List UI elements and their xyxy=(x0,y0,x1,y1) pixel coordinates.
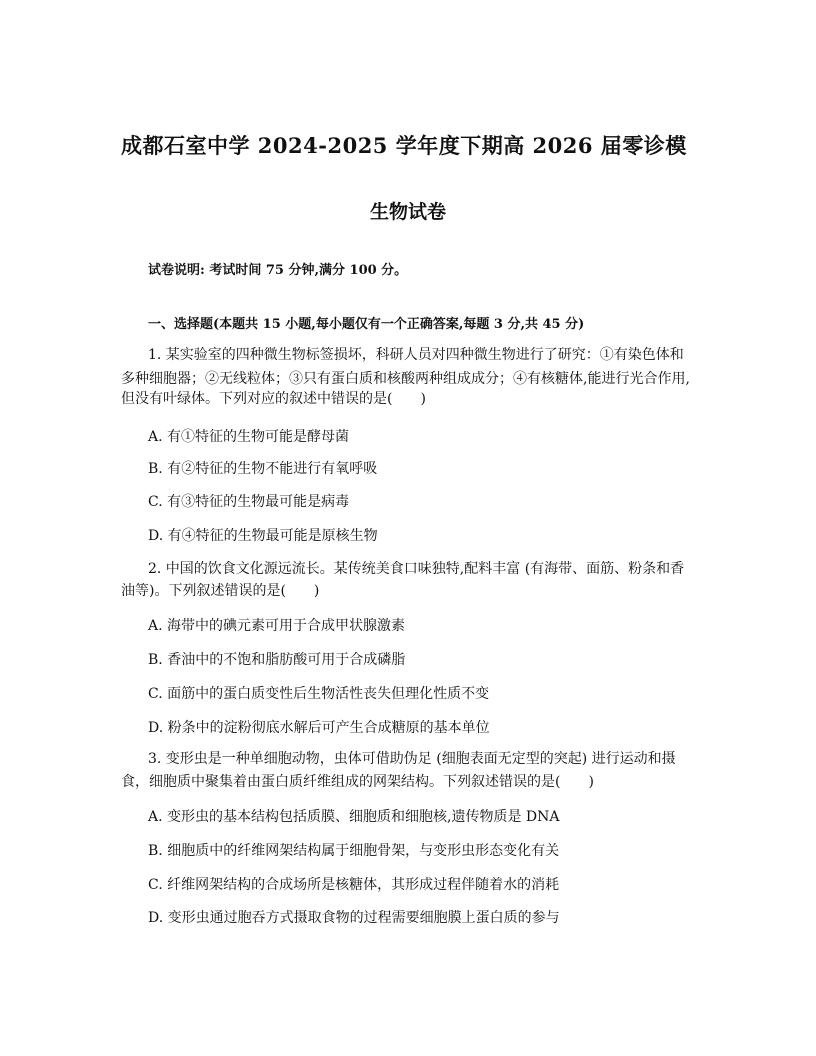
question-1-option-d: D. 有④特征的生物最可能是原核生物 xyxy=(148,528,378,544)
question-3-line-2: 食，细胞质中聚集着由蛋白质纤维组成的网架结构。下列叙述错误的是( ) xyxy=(121,774,594,790)
section-heading: 一、选择题(本题共 15 小题,每小题仅有一个正确答案,每题 3 分,共 45 分) xyxy=(148,317,585,332)
question-1-option-c: C. 有③特征的生物最可能是病毒 xyxy=(148,494,350,510)
question-1-line-3: 但没有叶绿体。下列对应的叙述中错误的是( ) xyxy=(121,391,426,407)
question-3-option-a: A. 变形虫的基本结构包括质膜、细胞质和细胞核,遗传物质是 DNA xyxy=(148,809,560,825)
question-2-option-b: B. 香油中的不饱和脂肪酸可用于合成磷脂 xyxy=(148,652,406,668)
question-3-option-c: C. 纤维网架结构的合成场所是核糖体，其形成过程伴随着水的消耗 xyxy=(148,877,560,893)
question-2-option-a: A. 海带中的碘元素可用于合成甲状腺激素 xyxy=(148,618,406,634)
question-3-line-1: 3. 变形虫是一种单细胞动物，虫体可借助伪足 (细胞表面无定型的突起) 进行运动和摄 xyxy=(148,751,676,767)
question-1-option-b: B. 有②特征的生物不能进行有氧呼吸 xyxy=(148,461,378,477)
question-2-option-d: D. 粉条中的淀粉彻底水解后可产生合成糖原的基本单位 xyxy=(148,720,490,736)
question-1-line-1: 1. 某实验室的四种微生物标签损坏，科研人员对四种微生物进行了研究：①有染色体和 xyxy=(148,347,684,363)
question-2-line-1: 2. 中国的饮食文化源远流长。某传统美食口味独特,配料丰富 (有海带、面筋、粉条和香 xyxy=(148,561,685,577)
exam-subtitle: 生物试卷 xyxy=(369,201,446,223)
question-1-line-2: 多种细胞器；②无线粒体；③只有蛋白质和核酸两种组成成分；④有核糖体,能进行光合作用, xyxy=(121,371,690,387)
question-2-line-2: 油等)。下列叙述错误的是( ) xyxy=(121,583,320,599)
question-3-option-d: D. 变形虫通过胞吞方式摄取食物的过程需要细胞膜上蛋白质的参与 xyxy=(148,910,560,926)
exam-instructions: 试卷说明: 考试时间 75 分钟,满分 100 分。 xyxy=(148,263,408,278)
exam-title: 成都石室中学 2024-2025 学年度下期高 2026 届零诊模 xyxy=(121,133,687,158)
question-3-option-b: B. 细胞质中的纤维网架结构属于细胞骨架，与变形虫形态变化有关 xyxy=(148,843,560,859)
question-1-option-a: A. 有①特征的生物可能是酵母菌 xyxy=(148,429,350,445)
question-2-option-c: C. 面筋中的蛋白质变性后生物活性丧失但理化性质不变 xyxy=(148,686,490,702)
